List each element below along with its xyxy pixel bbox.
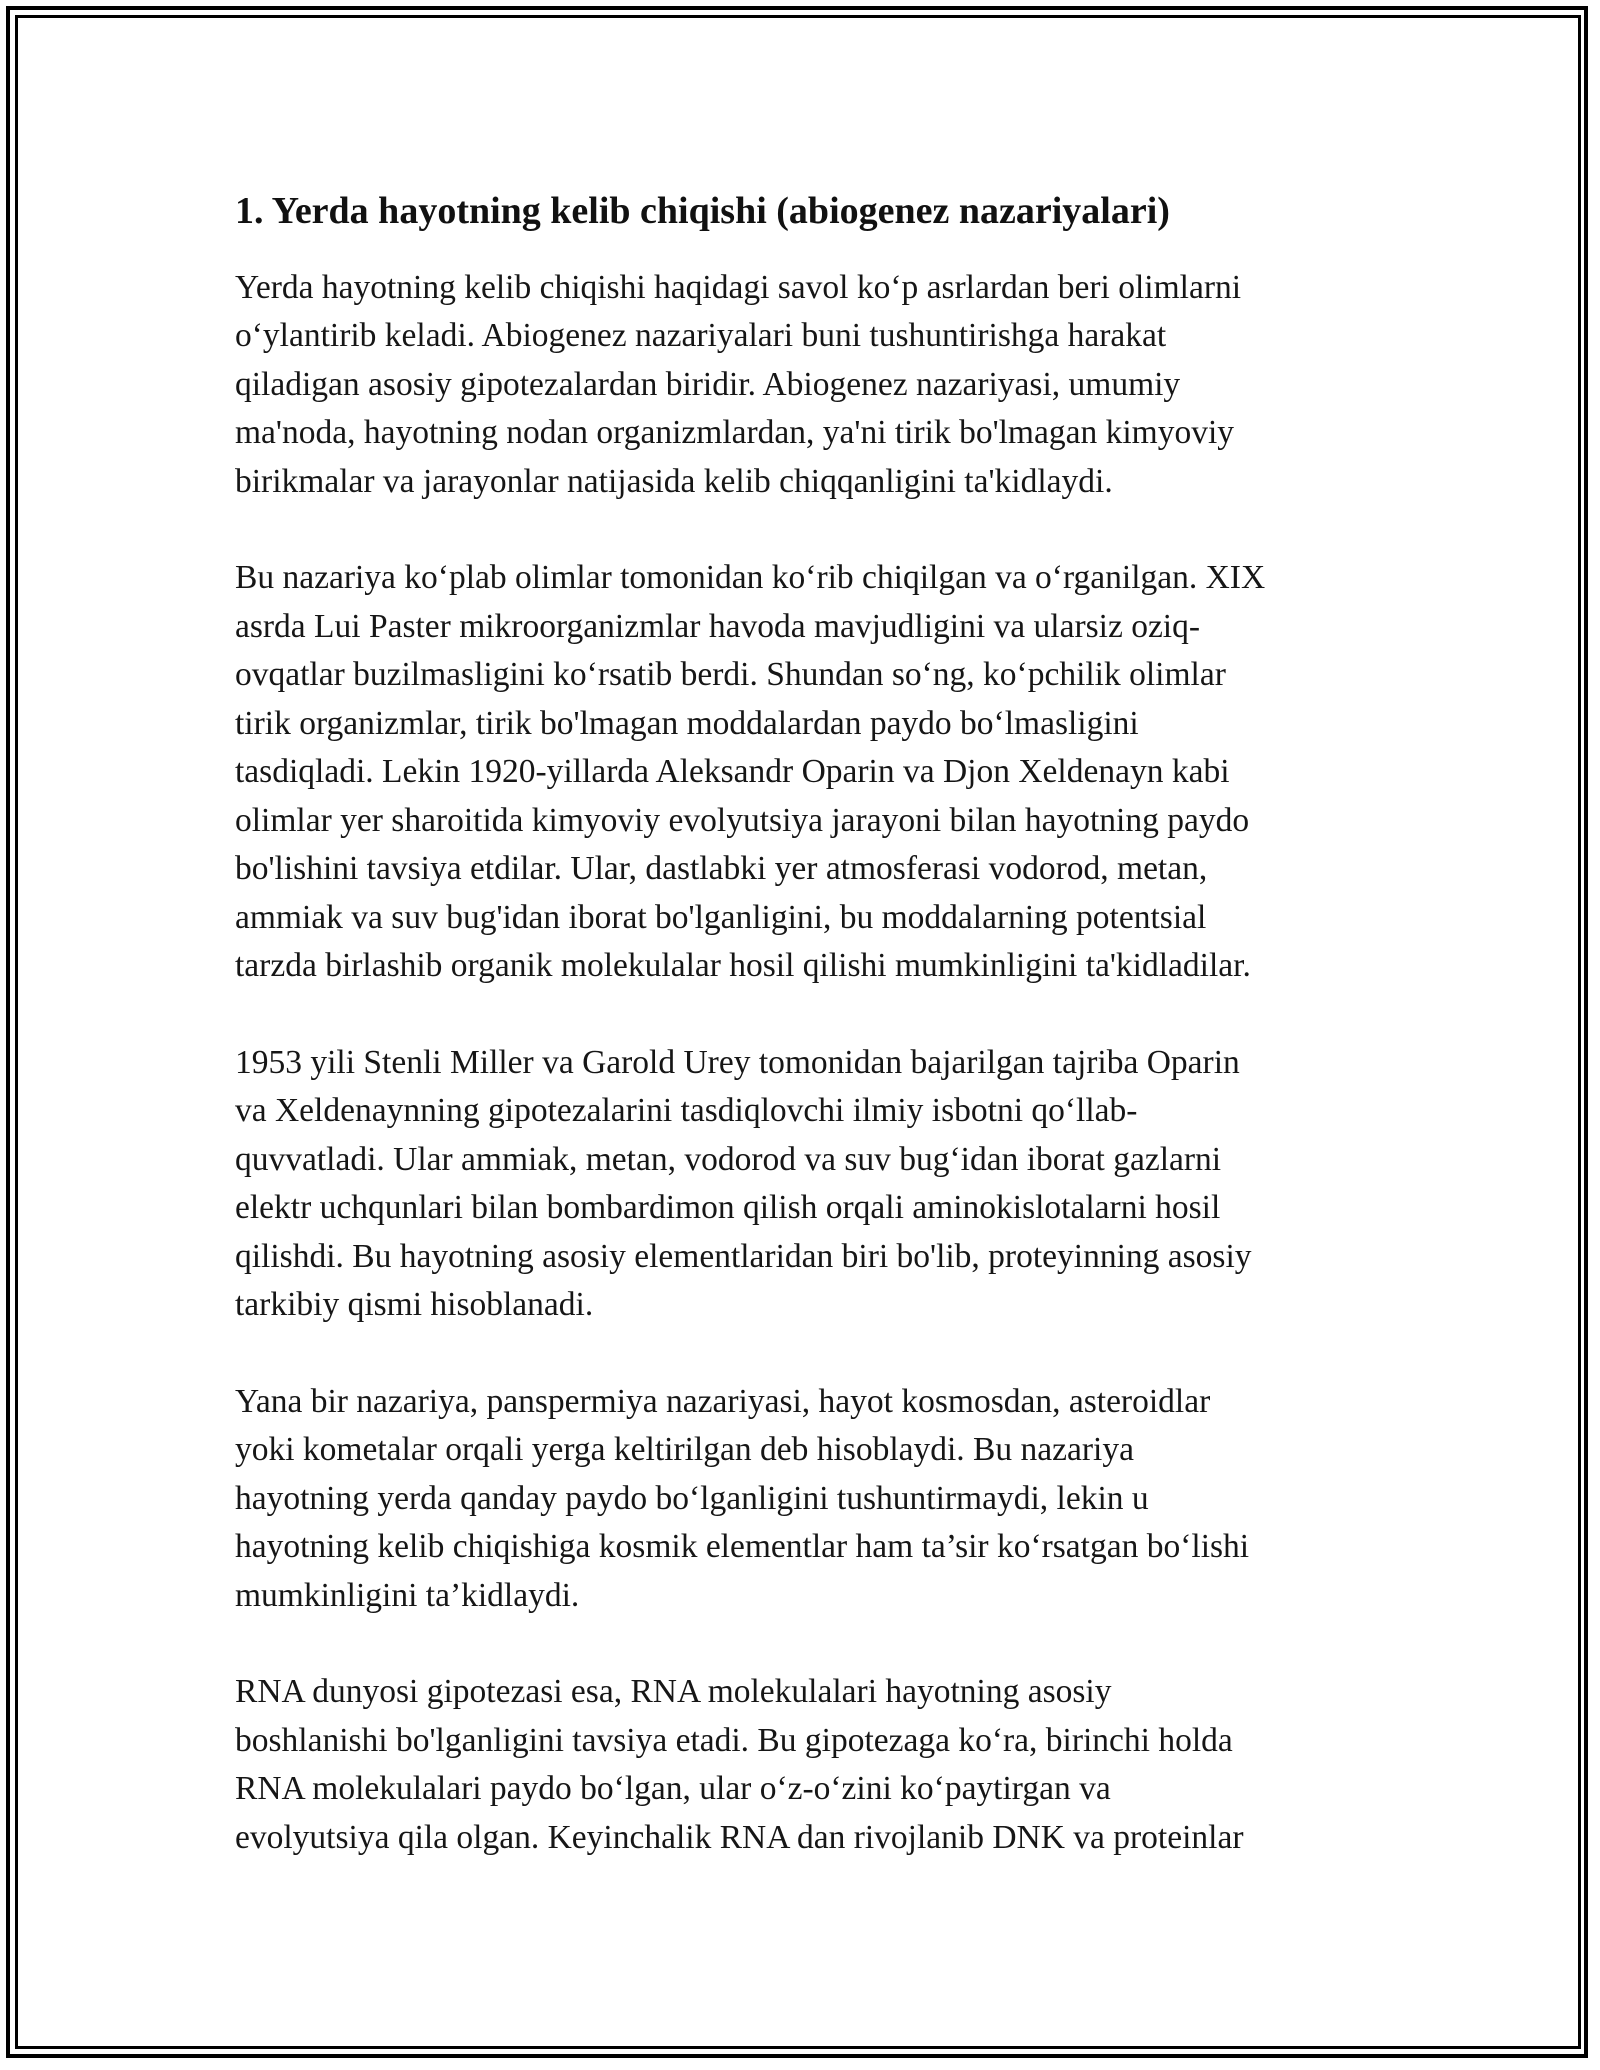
body-paragraph — [235, 1039, 1365, 1330]
paragraph-line: Bu nazariya koʻplab olimlar tomonidan koʻrib chiqilgan va oʻrganilgan. XIX — [235, 559, 1266, 596]
body-paragraph — [235, 264, 1365, 507]
paragraph-line: birikmalar va jarayonlar natijasida kelib chiqqanligini ta'kidlaydi. — [235, 462, 1113, 500]
paragraph-line: yoki kometalar orqali yerga keltirilgan deb hisoblaydi. Bu nazariya — [235, 1431, 1134, 1468]
paragraph-line: boshlanishi bo'lganligini tavsiya etadi. Bu gipotezaga koʻra, birinchi holda — [235, 1721, 1233, 1759]
document-body — [235, 188, 1365, 1862]
paragraph-line: tasdiqladi. Lekin 1920-yillarda Aleksandr Oparin va Djon Xeldenayn kabi — [235, 753, 1230, 790]
paragraph-line: ovqatlar buzilmasligini koʻrsatib berdi. Shundan soʻng, koʻpchilik olimlar — [235, 656, 1226, 693]
paragraph-line: bo'lishini tavsiya etdilar. Ular, dastlabki yer atmosferasi vodorod, metan, — [235, 850, 1208, 887]
paragraph-line: quvvatladi. Ular ammiak, metan, vodorod va suv bugʻidan iborat gazlarni — [235, 1140, 1222, 1178]
paragraph-line: asrda Lui Paster mikroorganizmlar havoda mavjudligini va ularsiz oziq- — [235, 607, 1201, 645]
paragraph-line: elektr uchqunlari bilan bombardimon qilish orqali aminokislotalarni hosil — [235, 1189, 1221, 1226]
paragraph-line: olimlar yer sharoitida kimyoviy evolyutsiya jarayoni bilan hayotning paydo — [235, 801, 1250, 839]
section-heading: 1. Yerda hayotning kelib chiqishi (abiogenez nazariyalari) — [235, 190, 1170, 232]
paragraph-line: hayotning kelib chiqishiga kosmik elementlar ham ta’sir koʻrsatgan boʻlishi — [235, 1528, 1250, 1565]
paragraph-line: 1953 yili Stenli Miller va Garold Urey tomonidan bajarilgan tajriba Oparin — [235, 1043, 1240, 1081]
paragraph-line: va Xeldenaynning gipotezalarini tasdiqlovchi ilmiy isbotni qoʻllab- — [235, 1092, 1138, 1129]
paragraph-line: ma'noda, hayotning nodan organizmlardan, ya'ni tirik bo'lmagan kimyoviy — [235, 414, 1235, 451]
paragraph-line: tirik organizmlar, tirik bo'lmagan moddalardan paydo boʻlmasligini — [235, 704, 1139, 742]
body-paragraph — [235, 1668, 1365, 1862]
paragraph-line: hayotning yerda qanday paydo boʻlganligini tushuntirmaydi, lekin u — [235, 1479, 1149, 1517]
paragraph-line: evolyutsiya qila olgan. Keyinchalik RNA dan rivojlanib DNK va proteinlar — [235, 1818, 1244, 1856]
paragraph-line: RNA dunyosi gipotezasi esa, RNA molekulalari hayotning asosiy — [235, 1673, 1112, 1710]
paragraph-line: Yana bir nazariya, panspermiya nazariyasi, hayot kosmosdan, asteroidlar — [235, 1382, 1211, 1420]
body-paragraph — [235, 554, 1365, 991]
paragraph-line: Yerda hayotning kelib chiqishi haqidagi savol koʻp asrlardan beri olimlarni — [235, 268, 1242, 306]
paragraph-line: tarzda birlashib organik molekulalar hosil qilishi mumkinligini ta'kidladilar. — [235, 947, 1251, 984]
paragraph-line: tarkibiy qismi hisoblanadi. — [235, 1286, 594, 1323]
paragraph-line: qilishdi. Bu hayotning asosiy elementlaridan biri bo'lib, proteyinning asosiy — [235, 1237, 1252, 1275]
paragraph-line: ammiak va suv bug'idan iborat bo'lganligini, bu moddalarning potentsial — [235, 898, 1207, 936]
paragraph-line: RNA molekulalari paydo boʻlgan, ular oʻz-oʻzini koʻpaytirgan va — [235, 1770, 1111, 1807]
paragraph-line: oʻylantirib keladi. Abiogenez nazariyalari buni tushuntirishga harakat — [235, 317, 1167, 354]
paragraph-line: qiladigan asosiy gipotezalardan biridir. Abiogenez nazariyasi, umumiy — [235, 365, 1181, 403]
body-paragraph — [235, 1378, 1365, 1621]
paragraph-line: mumkinligini ta’kidlaydi. — [235, 1576, 580, 1614]
paragraph-list — [235, 264, 1365, 1863]
